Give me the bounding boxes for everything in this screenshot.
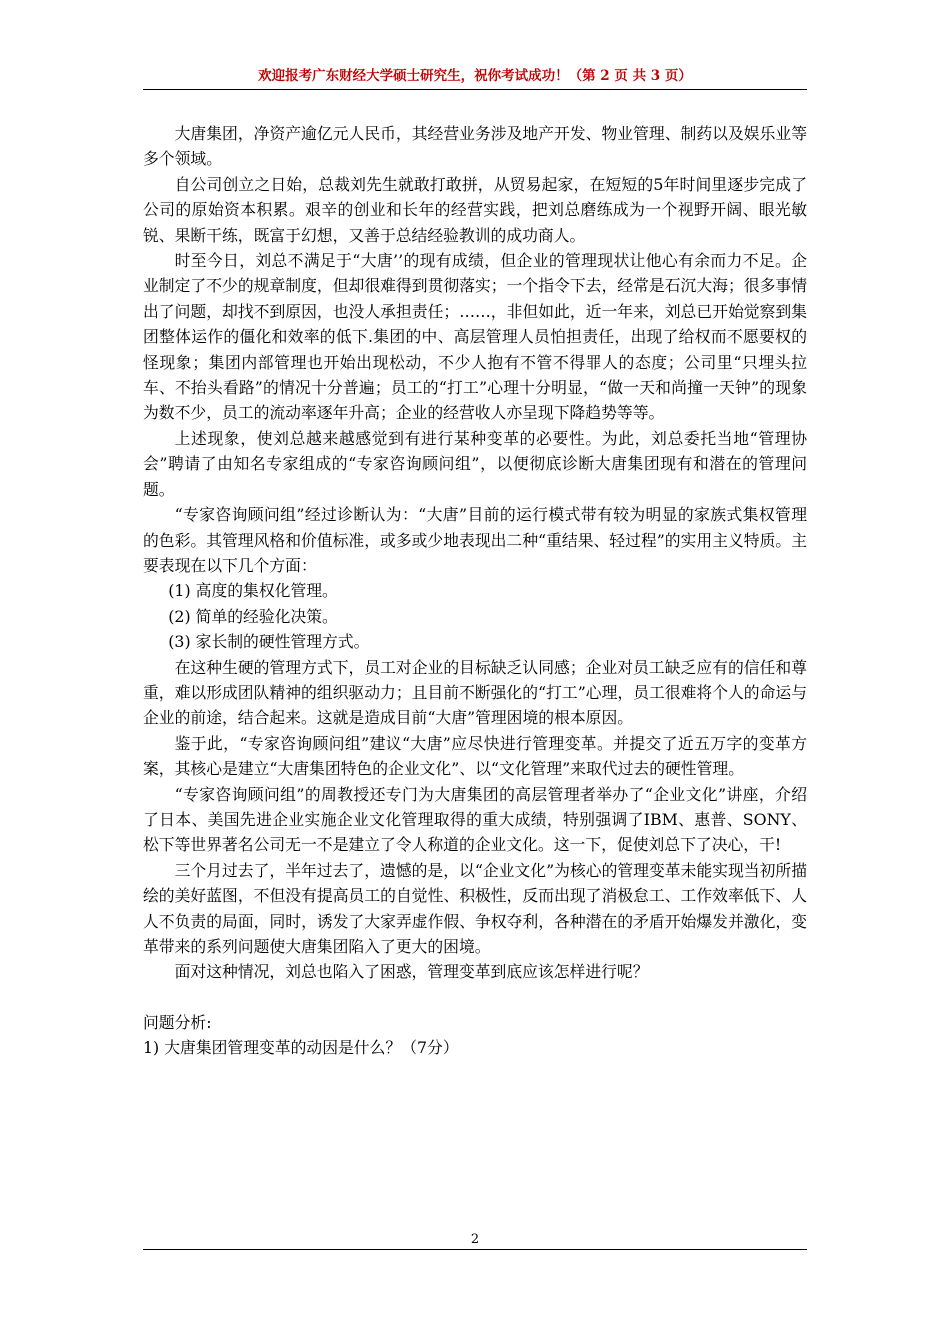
question-item: 1) 大唐集团管理变革的动因是什么？（7分） — [143, 1038, 459, 1058]
paragraph: 三个月过去了，半年过去了，遗憾的是，以“企业文化”为核心的管理变革未能实现当初所描绘的美好蓝图，不但没有提高员工的自觉性、积极性，反而出现了消极怠工、工作效率低下、人人不负责的局面，同时，诱发了大家弄虚作假、争权夺利，各种潜在的矛盾开始爆发并激化，变革带来的系列问题使大唐集团陷入了更大的困境。 — [143, 860, 807, 956]
list-item: (1) 高度的集权化管理。 — [168, 581, 338, 601]
paragraph: 大唐集团，净资产逾亿元人民币，其经营业务涉及地产开发、物业管理、制药以及娱乐业等多个领域。 — [143, 124, 807, 169]
case-study-body — [143, 121, 807, 1061]
paragraph: 面对这种情况，刘总也陷入了困惑，管理变革到底应该怎样进行呢？ — [174, 962, 649, 982]
questions-heading: 问题分析: — [143, 1012, 212, 1032]
paragraph: 上述现象，使刘总越来越感觉到有进行某种变革的必要性。为此，刘总委托当地“管理协会”聘请了由知名专家组成的“专家咨询顾问组”，以便彻底诊断大唐集团现有和潜在的管理问题。 — [143, 428, 807, 499]
paragraph: 时至今日，刘总不满足于“大唐’’的现有成绩，但企业的管理现状让他心有余而力不足。企业制定了不少的规章制度，但却很难得到贯彻落实；一个指令下去，经常是石沉大海；很多事情出了问题，却找不到原因，也没人承担责任；……，非但如此，近一年来，刘总已开始觉察到集团整体运作的僵化和效率的低下.集团的中、高层管理人员怕担责任，出现了给权而不愿要权的怪现象；集团内部管理也开始出现松动，不少人抱有不管不得罪人的态度；公司里“只埋头拉车、不抬头看路”的情况十分普遍；员工的“打工”心理十分明显，“做一天和尚撞一天钟”的现象为数不少，员工的流动率逐年升高；企业的经营收人亦呈现下降趋势等等。 — [143, 251, 807, 423]
paragraph: “专家咨询顾问组”经过诊断认为：“大唐”目前的运行模式带有较为明显的家族式集权管理的色彩。其管理风格和价值标准，或多或少地表现出二种“重结果、轻过程”的实用主义特质。主要表现在以下几个方面： — [143, 505, 807, 575]
paragraph: 在这种生硬的管理方式下，员工对企业的目标缺乏认同感；企业对员工缺乏应有的信任和尊重，难以形成团队精神的组织驱动力；且目前不断强化的“打工”心理，员工很难将个人的命运与企业的前途，结合起来。这就是造成目前“大唐”管理困境的根本原因。 — [143, 657, 807, 728]
paragraph: 鉴于此，“专家咨询顾问组”建议“大唐”应尽快进行管理变革。并提交了近五万字的变革方案，其核心是建立“大唐集团特色的企业文化”、以“文化管理”来取代过去的硬性管理。 — [143, 733, 807, 779]
paragraph: “专家咨询顾问组”的周教授还专门为大唐集团的高层管理者举办了“企业文化”讲座，介绍了日本、美国先进企业实施企业文化管理取得的重大成绩，特别强调了IBM、惠普、SONY、松下等世界著名公司无一不是建立了令人称道的企业文化。这一下，促使刘总下了决心，干! — [143, 784, 807, 855]
header-divider — [143, 89, 807, 90]
list-item: (3) 家长制的硬性管理方式。 — [168, 632, 370, 652]
paragraph: 自公司创立之日始，总裁刘先生就敢打敢拼，从贸易起家，在短短的5年时间里逐步完成了公司的原始资本积累。艰辛的创业和长年的经营实践，把刘总磨练成为一个视野开阔、眼光敏锐、果断干练，既富于幻想，又善于总结经验教训的成功商人。 — [143, 174, 807, 245]
page-number: 2 — [470, 1232, 480, 1247]
page-header: 欢迎报考广东财经大学硕士研究生，祝你考试成功！（第 2 页 共 3 页） — [258, 68, 692, 84]
list-item: (2) 简单的经验化决策。 — [168, 606, 338, 626]
footer-divider — [143, 1249, 807, 1250]
